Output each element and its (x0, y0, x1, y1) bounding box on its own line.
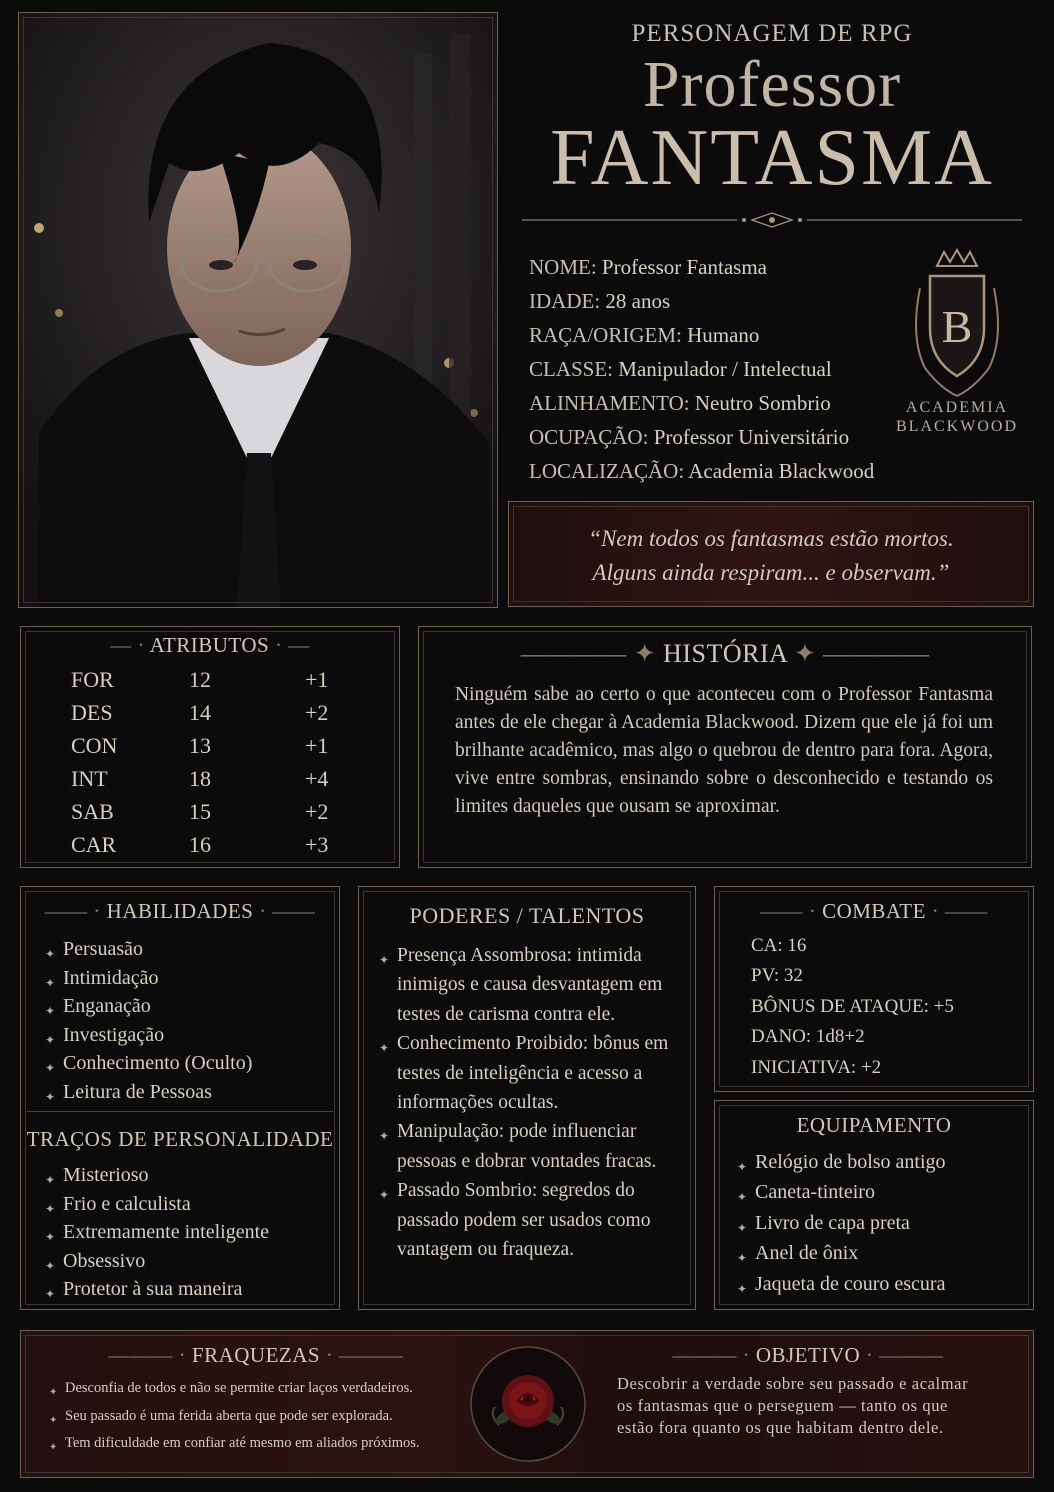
info-age: IDADE: 28 anos (529, 289, 671, 313)
character-name-line1: Professor (642, 48, 902, 121)
ornament-divider (522, 212, 1022, 228)
crest-name-line1: ACADEMIA (905, 399, 1009, 416)
weaknesses-list (49, 1375, 420, 1458)
combat-damage: DANO: 1d8+2 (751, 1026, 865, 1048)
list-item: ✦ Frio e calculista (45, 1190, 269, 1219)
quote-box (508, 501, 1034, 607)
quote-line2: Alguns ainda respiram... e observam.” (592, 560, 950, 585)
attributes-panel: — · ATRIBUTOS · — FOR 12 +1 DES 14 +2 CON 13 +1 INT 18 +4 SAB 15 +2 CAR 16 +3 (20, 626, 400, 868)
equipment-title: EQUIPAMENTO (796, 1113, 952, 1137)
skills-panel (20, 886, 340, 1310)
list-item: ✦ Conhecimento (Oculto) (45, 1049, 252, 1078)
list-item: ✦ Manipulação: pode influenciar pessoas e dobrar vontades fracas. (379, 1117, 679, 1176)
list-item: ✦ Extremamente inteligente (45, 1218, 269, 1247)
combat-hp: PV: 32 (751, 965, 803, 987)
list-item: ✦ Passado Sombrio: segredos do passado podem ser usados como vantagem ou fraqueza. (379, 1176, 679, 1264)
traits-title: TRAÇOS DE PERSONALIDADE (26, 1127, 334, 1151)
list-item: ✦ Misterioso (45, 1161, 269, 1190)
powers-panel (358, 886, 696, 1310)
list-item: ✦ Conhecimento Proibido: bônus em testes de inteligência e acesso a informações ocultas. (379, 1029, 679, 1117)
combat-panel (714, 886, 1034, 1092)
list-item: ✦ Anel de ônix (737, 1238, 946, 1268)
history-panel (418, 626, 1032, 868)
list-item: ✦ Persuasão (45, 935, 252, 964)
svg-text:B: B (941, 301, 973, 352)
powers-title: PODERES / TALENTOS (409, 903, 645, 928)
list-item: ✦ Leitura de Pessoas (45, 1078, 252, 1107)
character-name-line2: FANTASMA (550, 114, 994, 202)
crest-shield-icon (890, 248, 1024, 398)
list-item: ✦ Intimidação (45, 964, 252, 993)
list-item: ✦ Relógio de bolso antigo (737, 1147, 946, 1177)
skills-list (45, 935, 252, 1107)
info-alignment: ALINHAMENTO: Neutro Sombrio (529, 391, 831, 415)
history-title: ———— ✦ HISTÓRIA ✦ ———— (520, 639, 930, 668)
info-race: RAÇA/ORIGEM: Humano (529, 323, 760, 347)
section-divider (27, 1111, 333, 1112)
list-item: ✦ Enganação (45, 992, 252, 1021)
history-text: Ninguém sabe ao certo o que aconteceu com o Professor Fantasma antes de ele chegar à Academia Blackwood. Dizem que ele já foi um brilhante acadêmico, mas algo o quebrou de dentro para fora. Agora, vive entre sombras, ensinando sobre o desconhecido e testando os limites daqueles que ousam se aproximar. (455, 684, 993, 817)
list-item: ✦ Obsessivo (45, 1247, 269, 1276)
equipment-panel (714, 1100, 1034, 1310)
equipment-list (737, 1147, 946, 1299)
list-item: ✦ Caneta-tinteiro (737, 1177, 946, 1207)
combat-ac: CA: 16 (751, 935, 807, 956)
quote-line1: “Nem todos os fantasmas estão mortos. (588, 526, 954, 551)
bottom-panel (20, 1330, 1034, 1478)
list-item: ✦ Tem dificuldade em confiar até mesmo em aliados próximos. (49, 1430, 420, 1458)
combat-attack-bonus: BÔNUS DE ATAQUE: +5 (751, 995, 954, 1017)
skills-title: —— · HABILIDADES · —— (44, 899, 316, 923)
combat-initiative: INICIATIVA: +2 (751, 1056, 882, 1078)
character-info (529, 250, 889, 488)
list-item: ✦ Livro de capa preta (737, 1208, 946, 1238)
combat-stats (751, 931, 954, 1083)
academy-crest (890, 248, 1024, 454)
info-class: CLASSE: Manipulador / Intelectual (529, 357, 832, 381)
weaknesses-title: ——— · FRAQUEZAS · ——— (108, 1343, 404, 1367)
rose-icon (469, 1345, 587, 1463)
list-item: ✦ Desconfia de todos e não se permite criar laços verdadeiros. (49, 1375, 420, 1403)
info-location: LOCALIZAÇÃO: Academia Blackwood (529, 459, 875, 483)
objective-title: ——— · OBJETIVO · ——— (672, 1343, 944, 1367)
list-item: ✦ Investigação (45, 1021, 252, 1050)
portrait-illustration (19, 13, 498, 608)
info-occupation: OCUPAÇÃO: Professor Universitário (529, 425, 850, 449)
character-portrait (18, 12, 498, 608)
list-item: ✦ Seu passado é uma ferida aberta que pode ser explorada. (49, 1403, 420, 1431)
traits-list (45, 1161, 269, 1304)
list-item: ✦ Protetor à sua maneira (45, 1275, 269, 1304)
powers-list (379, 941, 679, 1264)
title-kicker: PERSONAGEM DE RPG (631, 20, 913, 47)
title-block (510, 18, 1034, 202)
info-name: NOME: Professor Fantasma (529, 255, 767, 279)
list-item: ✦ Presença Assombrosa: intimida inimigos e causa desvantagem em testes de carisma contra ele. (379, 941, 679, 1029)
crest-name-line2: BLACKWOOD (896, 418, 1018, 435)
objective-text: Descobrir a verdade sobre seu passado e acalmar os fantasmas que o perseguem — tanto os que estão fora quanto os que habitam dentro dele. (617, 1374, 969, 1437)
combat-title: —— · COMBATE · —— (760, 899, 988, 923)
list-item: ✦ Jaqueta de couro escura (737, 1269, 946, 1299)
attributes-title: — · ATRIBUTOS · — (110, 633, 310, 657)
